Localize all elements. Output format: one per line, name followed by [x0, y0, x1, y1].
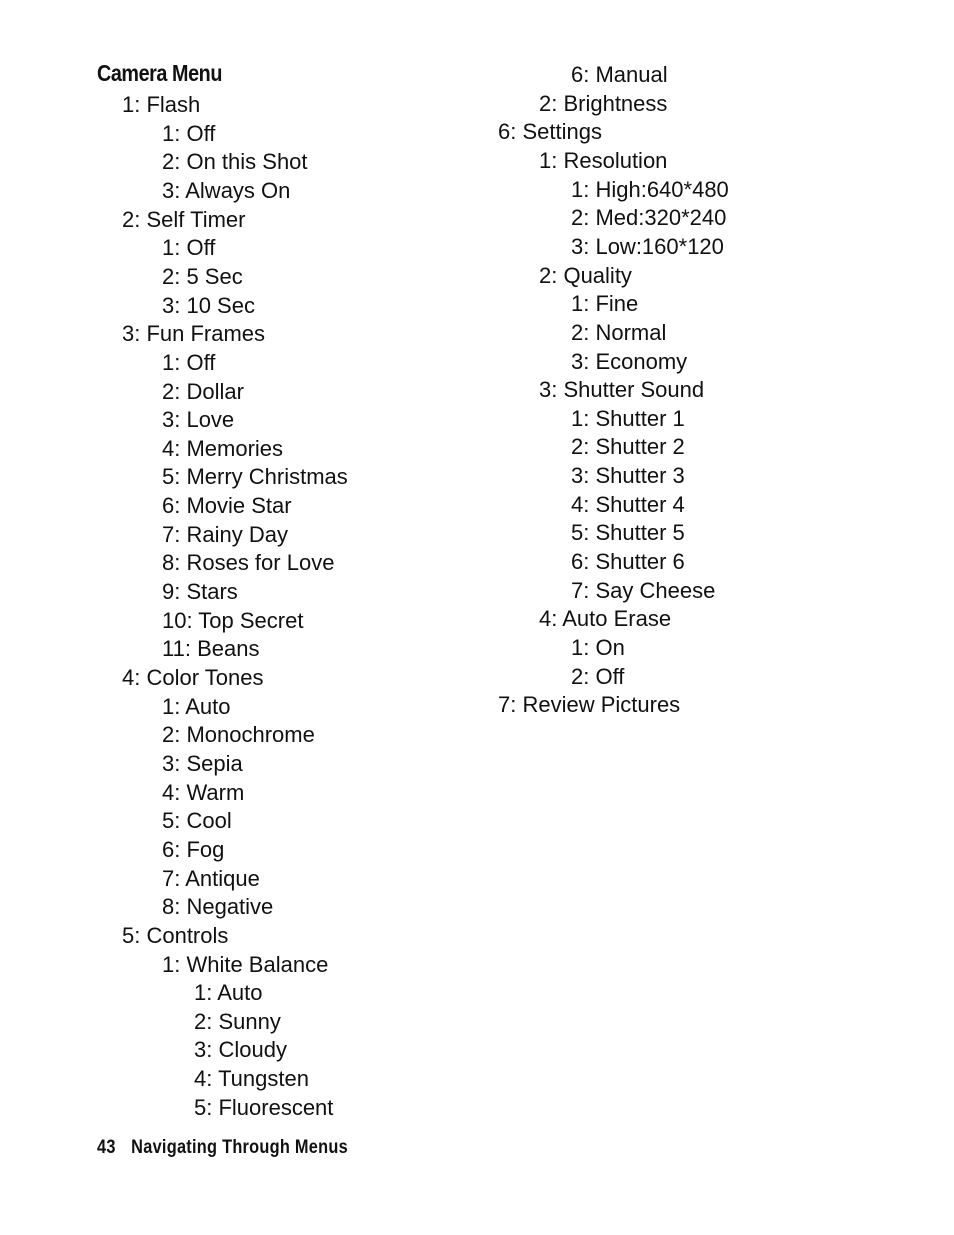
menu-item-level-3: 1: Fine — [571, 291, 639, 317]
menu-item-level-1: 1: Flash — [122, 92, 201, 117]
menu-item-level-2: 9: Stars — [162, 579, 238, 605]
menu-item-level-2: 5: Cool — [162, 808, 232, 834]
page-number: 43 — [97, 1137, 116, 1158]
menu-item-level-1: 5: Controls — [122, 922, 229, 948]
menu-item-level-3: 2: Off — [571, 663, 625, 689]
menu-item-level-2: 7: Antique — [162, 865, 260, 891]
menu-item-level-2: 1: Resolution — [539, 147, 668, 173]
menu-item-level-2: 6: Movie Star — [162, 493, 292, 519]
menu-item-level-3: 4: Tungsten — [194, 1066, 309, 1092]
page-footer — [97, 1137, 348, 1159]
menu-item-level-2: 3: Sepia — [162, 750, 243, 776]
menu-item-level-3: 3: Shutter 3 — [571, 463, 685, 489]
menu-item-level-3: 3: Low:160*120 — [571, 233, 724, 259]
menu-item-level-2: 4: Memories — [162, 435, 284, 461]
menu-item-level-2: 1: White Balance — [162, 951, 329, 977]
menu-item-level-2: 4: Auto Erase — [539, 606, 672, 632]
menu-item-level-2: 7: Rainy Day — [162, 521, 288, 547]
menu-item-level-3: 6: Shutter 6 — [571, 549, 685, 575]
menu-item-level-2: 4: Warm — [162, 779, 245, 805]
menu-item-level-2: 2: Brightness — [539, 90, 668, 116]
menu-item-level-2: 8: Negative — [162, 894, 274, 920]
menu-item-level-2: 11: Beans — [162, 636, 260, 662]
menu-item-level-2: 3: 10 Sec — [162, 292, 255, 318]
menu-item-level-1: 4: Color Tones — [122, 665, 264, 690]
menu-item-level-2: 10: Top Secret — [162, 607, 304, 633]
menu-item-level-2: 3: Shutter Sound — [539, 377, 705, 403]
menu-item-level-2: 1: Auto — [162, 693, 231, 719]
menu-item-level-3: 6: Manual — [571, 62, 668, 87]
menu-item-level-3: 4: Shutter 4 — [571, 491, 685, 517]
menu-item-level-2: 3: Always On — [162, 177, 291, 203]
menu-item-level-3: 5: Shutter 5 — [571, 520, 685, 546]
menu-item-level-2: 1: Off — [162, 120, 216, 146]
menu-item-level-3: 1: On — [571, 635, 625, 660]
menu-item-level-3: 2: Sunny — [194, 1008, 281, 1034]
menu-item-level-2: 2: Dollar — [162, 378, 244, 404]
menu-item-level-1: 3: Fun Frames — [122, 321, 266, 347]
menu-item-level-3: 1: High:640*480 — [571, 176, 729, 202]
section-title: Navigating Through Menus — [131, 1137, 348, 1158]
menu-item-level-2: 2: Monochrome — [162, 722, 315, 748]
menu-item-level-3: 1: Shutter 1 — [571, 405, 685, 431]
menu-item-level-2: 8: Roses for Love — [162, 550, 335, 576]
menu-item-level-2: 5: Merry Christmas — [162, 464, 348, 490]
menu-item-level-3: 2: Normal — [571, 319, 667, 345]
menu-item-level-2: 6: Fog — [162, 836, 225, 862]
menu-item-level-3: 3: Cloudy — [194, 1037, 287, 1063]
menu-item-level-3: 2: Med:320*240 — [571, 205, 727, 231]
menu-item-level-3: 7: Say Cheese — [571, 577, 716, 603]
menu-item-level-2: 1: Off — [162, 349, 216, 375]
menu-item-level-1: 6: Settings — [498, 119, 602, 145]
menu-item-level-3: 5: Fluorescent — [194, 1094, 334, 1120]
menu-item-level-2: 3: Love — [162, 407, 235, 433]
menu-item-level-1: 2: Self Timer — [122, 206, 246, 232]
menu-item-level-3: 3: Economy — [571, 348, 688, 374]
menu-item-level-2: 2: 5 Sec — [162, 263, 243, 289]
menu-item-level-2: 2: Quality — [539, 262, 632, 288]
menu-item-level-2: 1: Off — [162, 235, 216, 261]
menu-item-level-3: 1: Auto — [194, 980, 263, 1006]
page-title: Camera Menu — [97, 60, 222, 86]
menu-item-level-2: 2: On this Shot — [162, 149, 308, 175]
menu-item-level-1: 7: Review Pictures — [498, 692, 681, 718]
menu-item-level-3: 2: Shutter 2 — [571, 434, 685, 460]
